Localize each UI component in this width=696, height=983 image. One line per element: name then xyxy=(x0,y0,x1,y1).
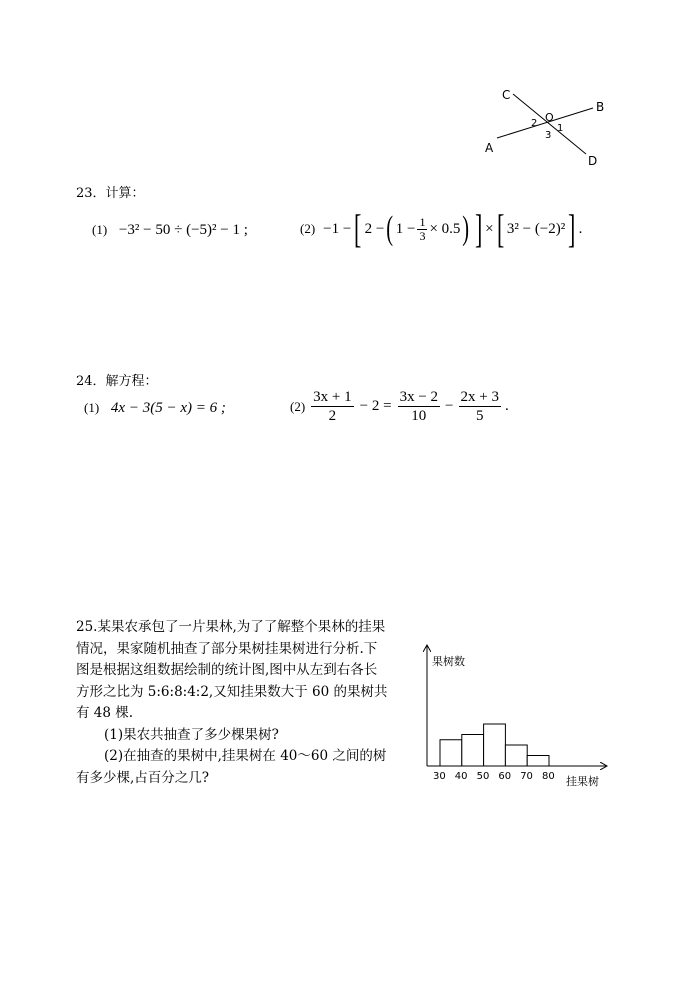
label-angle-3: 3 xyxy=(545,130,552,141)
right-bracket-2: ] xyxy=(568,206,576,251)
label-d: D xyxy=(588,154,598,168)
q23-p2-end: . xyxy=(578,220,583,237)
q24-minus: − xyxy=(445,398,454,414)
q25-sub-1: (1)果农共抽查了多少棵果树? xyxy=(104,726,279,743)
q25-line-1: 25.某果农承包了一片果林,为了了解整个果林的挂果 xyxy=(76,619,386,635)
q25-sub-2: (2)在抽查的果树中,挂果树在 40～60 之间的树 xyxy=(104,748,387,764)
q23-heading: 23．计算： xyxy=(76,186,145,201)
q24-part1-label: (1) xyxy=(84,400,100,415)
histogram-bar xyxy=(440,740,462,766)
label-a: A xyxy=(485,141,494,155)
label-angle-2: 2 xyxy=(531,118,538,129)
label-o: O xyxy=(545,111,554,124)
histogram-bar xyxy=(484,724,506,766)
q23-p2-a: −1 − xyxy=(323,220,352,237)
q24-f2-den: 10 xyxy=(411,408,427,424)
q25-line-2: 情况，果家随机抽查了部分果树挂果树进行分析.下 xyxy=(76,640,378,657)
q23-part1-label: (1) xyxy=(92,222,108,237)
right-paren: ) xyxy=(462,210,470,247)
q24-end: . xyxy=(504,398,509,414)
q23-part1 xyxy=(92,222,248,239)
q23-frac-den: 3 xyxy=(419,228,426,243)
q24-f2-num: 3x − 2 xyxy=(399,389,439,405)
q24-f1-den: 2 xyxy=(328,408,337,424)
q24-f3-num: 2x + 3 xyxy=(460,389,499,405)
histogram-chart xyxy=(416,640,612,792)
q25-sub-2b: 有多少棵,占百分之几? xyxy=(76,769,210,786)
q24-part1-expr: 4x − 3(5 − x) = 6 ; xyxy=(110,400,226,416)
q24-part2 xyxy=(290,388,509,425)
intersecting-lines-figure xyxy=(480,84,610,169)
x-tick-label: 80 xyxy=(542,771,555,782)
q23-frac-num: 1 xyxy=(419,214,426,229)
q23-p2-d: × 0.5 xyxy=(429,220,461,237)
q24-f1-num: 3x + 1 xyxy=(313,389,352,405)
q25-line-3: 图是根据这组数据绘制的统计图,图中从左到右各长 xyxy=(76,662,378,678)
q23-fraction xyxy=(417,216,427,243)
q24-part2-label: (2) xyxy=(290,398,306,414)
x-tick-label: 30 xyxy=(433,771,446,782)
q24-fraction-3 xyxy=(459,388,501,425)
line-cd xyxy=(513,94,586,154)
histogram-bar xyxy=(462,735,484,767)
q23-part2-label: (2) xyxy=(300,221,316,236)
q24-fraction-1 xyxy=(311,388,353,425)
x-axis-label: 挂果树 xyxy=(566,775,599,788)
q23-part1-expr: −3² − 50 ÷ (−5)² − 1 ; xyxy=(118,222,248,238)
q24-fraction-2 xyxy=(398,388,440,425)
q24-f3-den: 5 xyxy=(475,408,484,424)
q23-p2-f: 3² − (−2)² xyxy=(506,220,566,237)
x-tick-label: 50 xyxy=(476,771,490,782)
q25-text xyxy=(76,617,406,789)
left-bracket: [ xyxy=(354,206,362,251)
label-c: C xyxy=(502,88,511,102)
q24-heading: 24．解方程： xyxy=(76,374,158,389)
q25-line-5: 有 48 棵. xyxy=(76,705,134,721)
q25-line-4: 方形之比为 5:6:8:4:2,又知挂果数大于 60 的果树共 xyxy=(76,683,388,700)
right-bracket: ] xyxy=(474,206,483,251)
q24-mid: − 2 = xyxy=(359,398,392,414)
label-angle-1: 1 xyxy=(557,123,564,134)
q23-p2-e: × xyxy=(485,220,494,237)
q23-p2-b: 2 − xyxy=(364,220,385,237)
label-b: B xyxy=(596,100,605,114)
y-axis-label: 果树数 xyxy=(432,655,465,668)
left-paren: ( xyxy=(386,210,394,247)
x-tick-label: 40 xyxy=(454,771,468,782)
left-bracket-2: [ xyxy=(496,206,504,251)
histogram-bar xyxy=(505,745,527,766)
q24-part1 xyxy=(84,400,226,417)
q23-p2-c: 1 − xyxy=(395,220,416,237)
x-tick-label: 60 xyxy=(498,771,512,782)
histogram-bar xyxy=(527,756,549,767)
x-tick-label: 70 xyxy=(520,771,533,782)
q23-part2 xyxy=(300,206,582,252)
